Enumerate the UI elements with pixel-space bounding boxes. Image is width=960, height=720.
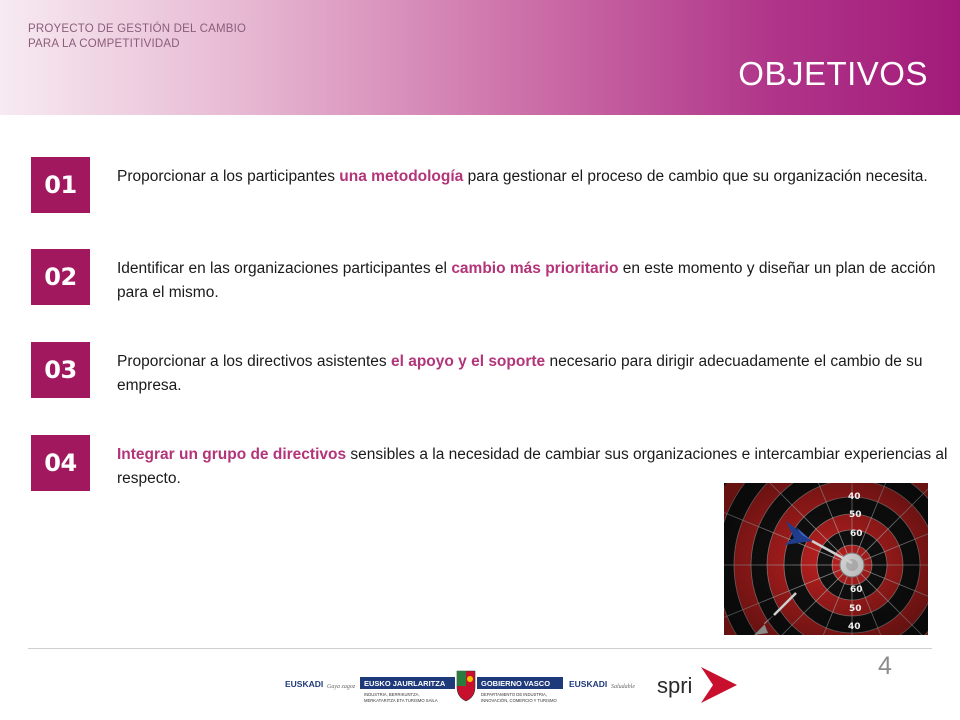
gobierno-text: GOBIERNO VASCO — [481, 679, 551, 688]
gobierno-vasco-logo — [477, 677, 563, 703]
project-title-line2: PARA LA COMPETITIVIDAD — [28, 38, 180, 50]
objective-3 — [31, 342, 956, 402]
objective-text-post: para gestionar el proceso de cambio que su organización necesita. — [463, 168, 928, 185]
objective-highlight: Integrar un grupo de directivos — [117, 446, 347, 463]
objective-text-post: necesario para dirigir adecuadamente el cambio de su empresa. — [117, 353, 923, 394]
gobierno-sub1: DEPARTAMENTO DE INDUSTRIA, — [481, 692, 547, 697]
board-number: 50 — [849, 604, 862, 614]
euskadi-logo-tag: Gaya zagoz — [327, 684, 356, 690]
objective-text-pre: Proporcionar a los directivos asistentes — [117, 353, 391, 370]
spri-logo-text: spri — [657, 673, 693, 698]
board-number: 60 — [850, 529, 863, 539]
footer-divider — [28, 648, 932, 649]
jaurlaritza-text: EUSKO JAURLARITZA — [364, 679, 446, 688]
objective-text — [117, 257, 957, 305]
spri-arrow-icon — [701, 667, 737, 703]
euskadi-logo — [569, 679, 635, 690]
objective-number: 04 — [31, 435, 90, 491]
gobierno-sub2: INNOVACIÓN, COMERCIO Y TURISMO — [481, 698, 557, 703]
page-title: OBJETIVOS — [738, 55, 928, 92]
objective-number: 01 — [31, 157, 90, 213]
objective-number: 03 — [31, 342, 90, 398]
header-banner — [0, 0, 960, 115]
euskadi-logo-text: EUSKADI — [285, 679, 324, 689]
objective-highlight: una metodología — [339, 168, 464, 185]
coat-of-arms-icon — [457, 671, 475, 701]
euskadi-logo-tag: Saludable — [611, 684, 635, 690]
page-number: 4 — [878, 652, 892, 680]
objective-number: 02 — [31, 249, 90, 305]
euskadi-logo-text: EUSKADI — [569, 679, 608, 689]
jaurlaritza-sub2: MERKATARITZA ETA TURISMO SAILA — [364, 698, 438, 703]
objective-text — [117, 350, 957, 398]
objective-text-pre: Identificar en las organizaciones participantes el — [117, 260, 452, 277]
eusko-jaurlaritza-logo — [360, 677, 455, 703]
objective-highlight: el apoyo y el soporte — [390, 353, 546, 370]
objective-2 — [31, 249, 956, 309]
dartboard-image — [724, 483, 928, 635]
project-title — [28, 22, 246, 52]
objective-text-post: en este momento y diseñar un plan de acción para el mismo. — [117, 260, 936, 301]
board-number: 40 — [848, 622, 861, 632]
board-number: 40 — [848, 492, 861, 502]
objective-text-post: sensibles a la necesidad de cambiar sus organizaciones e intercambiar experiencias al respecto. — [117, 446, 948, 487]
dartboard-graphic — [724, 483, 928, 635]
objective-highlight: cambio más prioritario — [451, 260, 619, 277]
objective-text-pre: Proporcionar a los participantes — [117, 168, 340, 185]
euskadi-logo — [285, 679, 356, 690]
project-title-line1: PROYECTO DE GESTIÓN DEL CAMBIO — [28, 23, 247, 35]
footer-logos — [285, 665, 745, 710]
objective-1 — [31, 157, 956, 217]
objective-text — [117, 165, 957, 189]
board-number: 60 — [850, 585, 863, 595]
spri-logo — [657, 667, 737, 703]
board-number: 50 — [849, 510, 862, 520]
jaurlaritza-sub1: INDUSTRIA, BERRIKUNTZA, — [364, 692, 420, 697]
